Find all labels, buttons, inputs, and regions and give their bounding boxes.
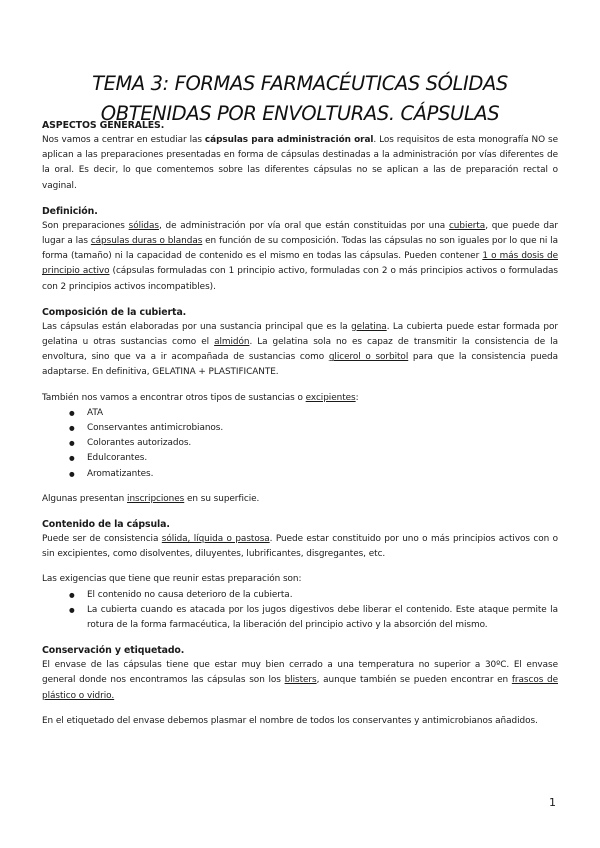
underlined-term: 1 o más dosis de principio activo <box>42 251 559 277</box>
underlined-term: blisters <box>284 675 317 686</box>
underlined-term: cubierta <box>448 220 486 231</box>
paragraph-aspectos: Nos vamos a centrar en estudiar las cápsulas para administración oral. Los requisitos de esta monografía NO se aplican a las preparaciones presentadas en forma de cápsulas destinadas a la administración por vías diferentes de la oral. Es decir, lo que comentemos sobre las diferentes cápsulas no se aplican a las de preparación rectal o vaginal. <box>42 135 559 191</box>
paragraph-conservacion: El envase de las cápsulas tiene que estar muy bien cerrado a una temperatura no superior a 30ºC. El envase general donde nos encontramos las cápsulas son los blisters, aunque también se pueden encontrar en frascos de plástico o vidrio. <box>42 660 558 701</box>
paragraph-exigencias: Las exigencias que tiene que reunir estas preparación son: <box>42 574 302 585</box>
section-heading-composicion: Composición de la cubierta. <box>42 306 187 318</box>
paragraph-etiquetado: En el etiquetado del envase debemos plasmar el nombre de todos los conservantes y antimicrobianos añadidos. <box>42 715 538 726</box>
underlined-term: excipientes <box>305 392 356 403</box>
underlined-term: sólidas <box>128 220 159 231</box>
section-heading-aspectos: ASPECTOS GENERALES. <box>42 120 165 131</box>
list-item: ● Aromatizantes. <box>72 467 558 482</box>
list-item: ● Colorantes autorizados. <box>72 436 558 451</box>
paragraph-excipientes: También nos vamos a encontrar otros tipos de sustancias o excipientes: <box>42 392 359 403</box>
paragraph-composicion: Las cápsulas están elaboradas por una sustancia principal que es la gelatina. La cubierta puede estar formada por gelatina u otras sustancias como el almidón. La gelatina sola no es capaz de transmitir la consistencia de la envoltura, sino que va a ir acompañada de sustancias como glicerol o sorbitol para que la consistencia pueda adaptarse. En definitiva, GELATINA + PLASTIFICANTE. <box>42 321 558 378</box>
underlined-term: frascos de plástico o vidrio. <box>42 675 558 701</box>
list-item: ● ATA <box>72 406 558 421</box>
page-number: 1 <box>549 796 556 809</box>
underlined-term: cápsulas duras o blandas <box>90 236 203 247</box>
excipientes-list <box>42 406 558 482</box>
list-item: ● La cubierta cuando es atacada por los jugos digestivos debe liberar el contenido. Este ataque permite la rotura de la forma farmacéutica, la liberación del principio activo y la absorción del mismo. <box>72 603 558 633</box>
underlined-term: gelatina <box>351 321 387 332</box>
document-body <box>42 118 558 729</box>
underlined-term: almidón <box>214 337 250 348</box>
paragraph-inscripciones: Algunas presentan inscripciones en su superficie. <box>42 493 260 504</box>
list-item: ● Conservantes antimicrobianos. <box>72 421 558 436</box>
section-heading-conservacion: Conservación y etiquetado. <box>42 645 185 657</box>
paragraph-definicion: Son preparaciones sólidas, de administración por vía oral que están constituidas por una cubierta, que puede dar lugar a las cápsulas duras o blandas en función de su composición. Todas las cápsulas no son iguales por lo que ni la forma (tamaño) ni la capacidad de contenido es el mismo en todas las cápsulas. Pueden contener 1 o más dosis de principio activo (cápsulas formuladas con 1 principio activo, formuladas con 2 o más principios activos o formuladas con 2 principios activos incompatibles). <box>42 220 559 292</box>
page-title: TEMA 3: FORMAS FARMACÉUTICAS SÓLIDAS OBTENIDAS POR ENVOLTURAS. CÁPSULAS <box>92 72 508 126</box>
section-heading-contenido: Contenido de la cápsula. <box>42 519 170 531</box>
underlined-term: glicerol o sorbitol <box>328 352 409 363</box>
list-item: ● El contenido no causa deterioro de la cubierta. <box>72 588 558 603</box>
underlined-term: inscripciones <box>127 493 185 504</box>
section-heading-definicion: Definición. <box>42 205 98 217</box>
paragraph-contenido: Puede ser de consistencia sólida, líquida o pastosa. Puede estar constituido por uno o más principios activos con o sin excipientes, como disolventes, diluyentes, lubrificantes, disgregantes, etc. <box>42 534 558 560</box>
underlined-term: sólida, líquida o pastosa <box>161 534 270 545</box>
list-item: ● Edulcorantes. <box>72 451 558 466</box>
exigencias-list <box>42 588 558 634</box>
emphasis-capsulas-oral: cápsulas para administración oral <box>204 135 374 145</box>
